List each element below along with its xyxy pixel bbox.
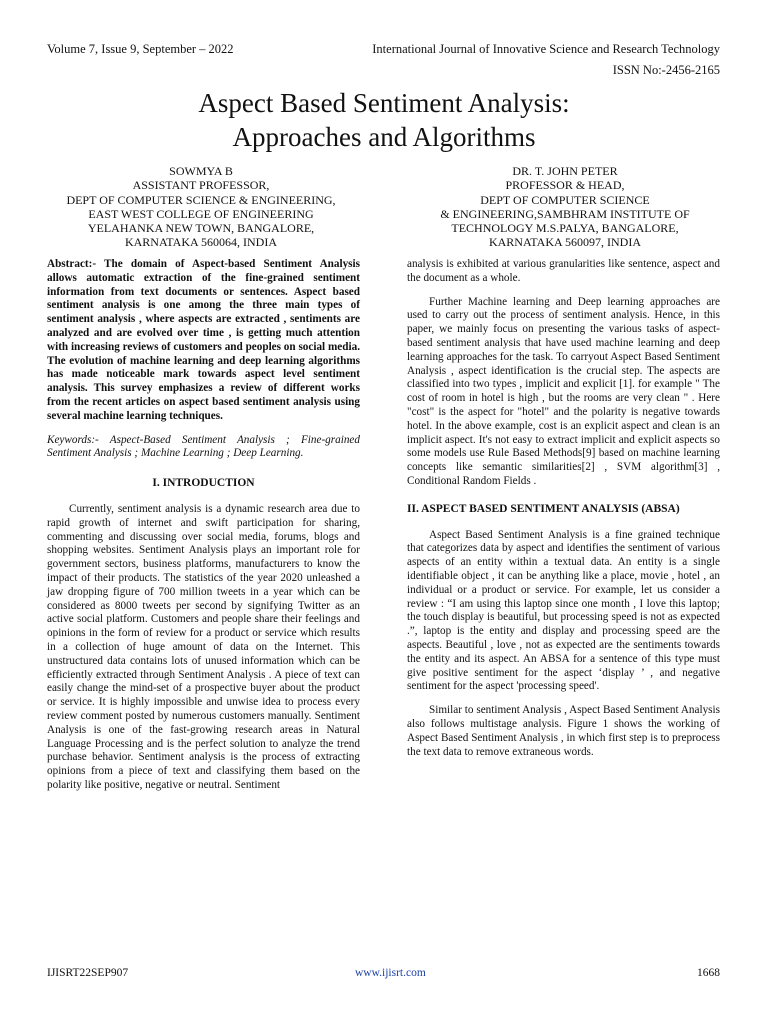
author-1-name: SOWMYA B [169,164,233,178]
abstract: Abstract:- The domain of Aspect-based Sentiment Analysis allows automatic extraction of the fine-grained sentiment information from text documents or sentences. Aspect based sentiment analysis is one among the three main types of sentiment analysis , where aspects are extracted , sentiments are analyzed and are evolved over time , is getting much attention with increasing reviews of customers and peoples on social media. The evolution of machine learning and deep learning algorithms has made noticeable mark towards aspect level sentiment analysis. This survey emphasizes a review of different works from the recent articles on aspect based sentiment analysis using several machine learning techniques. [47,258,360,422]
paper-title [0,86,768,154]
author-2-name: DR. T. JOHN PETER [512,164,618,178]
journal-name: International Journal of Innovative Science and Research Technology [372,42,720,56]
author-1-line: ASSISTANT PROFESSOR, [132,178,270,193]
left-column [47,258,360,803]
ml-approaches-paragraph: Further Machine learning and Deep learning approaches are used to carry out the process of sentiment analysis. Hence, in this paper, we mainly focus on presenting the various tasks of aspect-based sentiment analysis that have used machine learning and deep learning approaches for the task. To carryout Aspect Based Sentiment Analysis , aspect identification is the crucial step. The aspects are classified into two types , implicit and explicit [1]. for example " The cost of room in hotel is high , but the rooms are very clean " . Here "cost" is the aspect for "hotel" and the polarity is negative towards hotel. In the above example, cost is an explicit aspect and clean is an implicit aspect. It's not easy to extract implicit and explicit aspects so some models use Rule Based Methods[9] based on machine learning concepts like semantic similarities[2] , SVM algorithm[3] , Conditional Random Fields . [407,295,720,487]
author-1-line: DEPT OF COMPUTER SCIENCE & ENGINEERING, [66,192,336,207]
author-1-line: KARNATAKA 560064, INDIA [124,235,278,250]
author-2-line: TECHNOLOGY M.S.PALYA, BANGALORE, [451,221,679,236]
journal-website-link[interactable]: www.ijisrt.com [355,967,426,979]
author-2-line: & ENGINEERING,SAMBHRAM INSTITUTE OF [440,206,690,221]
title-line-1: Aspect Based Sentiment Analysis: [198,88,570,118]
continuation-paragraph: analysis is exhibited at various granularities like sentence, aspect and the document as a whole. [407,258,720,284]
absa-paragraph: Aspect Based Sentiment Analysis is a fine grained technique that categorizes data by aspect and identifies the sentiment of various aspects of an entity within a textual data. An entity is a single identifiable object , it can be anything like a place, movie , hotel , an individual or a product or service. For example, let us consider a review : “I am using this laptop since one month , I love this laptop; the touch display is beautiful, but processing speed is not as expected .”, laptop is the entity and display and processing speed are the aspects. Beautiful , love , not as expected are the sentiments towards the entity and its aspect. An ABSA for a sentence of this type must give positive sentiment for the aspect ‘display ’ , and negative sentiment for the aspect 'processing speed'. [407,528,720,693]
journal-volume: Volume 7, Issue 9, September – 2022 [47,42,234,56]
section-heading-absa: II. ASPECT BASED SENTIMENT ANALYSIS (ABSA) [407,502,680,515]
introduction-paragraph: Currently, sentiment analysis is a dynamic research area due to rapid growth of internet and swift participation for sharing, commenting and discussing over social media, forums, blogs and shopping websites. Sentiment Analysis plays an important role for government sectors, business platforms, manufacturers to know the impact of their products. The statistics of the year 2020 unleashed a jaw dropping figure of 700 million tweets in a year which can be considered as 8000 tweets per second by signifying Twitter as an active social platform. Customers and people share their feelings and opinions in the form of review for a product or service which results in a collection of huge amount of data on the Internet. This unstructured data contains lots of unused information which can be efficiently extracted through Sentiment Analysis . A piece of text can easily change the mind-set of a prospective buyer about the product or service. It is highly impossible and unwise idea to process every review comment posted by numerous customers manually. Sentiment Analysis is one of the fast-growing research areas in Natural Language Processing and is the perfect solution to analyze the trend purchase behavior. Sentiment analysis is the process of extracting opinions from a piece of text and classifying them based on the polarity like positive, negative or neutral. Sentiment [47,502,360,791]
right-column [407,258,720,769]
author-2-line: PROFESSOR & HEAD, [505,178,625,193]
paper-id: IJISRT22SEP907 [47,967,129,979]
author-block-1 [36,164,366,250]
author-1-line: EAST WEST COLLEGE OF ENGINEERING [88,206,314,221]
section-heading-introduction: I. INTRODUCTION [152,477,255,490]
author-2-line: DEPT OF COMPUTER SCIENCE [480,192,650,207]
page-number: 1668 [697,967,720,979]
multistage-paragraph: Similar to sentiment Analysis , Aspect Based Sentiment Analysis also follows multistage analysis. Figure 1 shows the working of Aspect Based Sentiment Analysis , in which first step is to preprocess the text data to remove extraneous words. [407,704,720,758]
author-block-2 [400,164,730,250]
title-line-2: Approaches and Algorithms [232,122,536,152]
author-1-line: YELAHANKA NEW TOWN, BANGALORE, [87,221,315,236]
author-2-line: KARNATAKA 560097, INDIA [488,235,642,250]
issn: ISSN No:-2456-2165 [612,63,720,77]
keywords: Keywords:- Aspect-Based Sentiment Analysis ; Fine-grained Sentiment Analysis ; Machine Learning ; Deep Learning. [47,433,360,460]
